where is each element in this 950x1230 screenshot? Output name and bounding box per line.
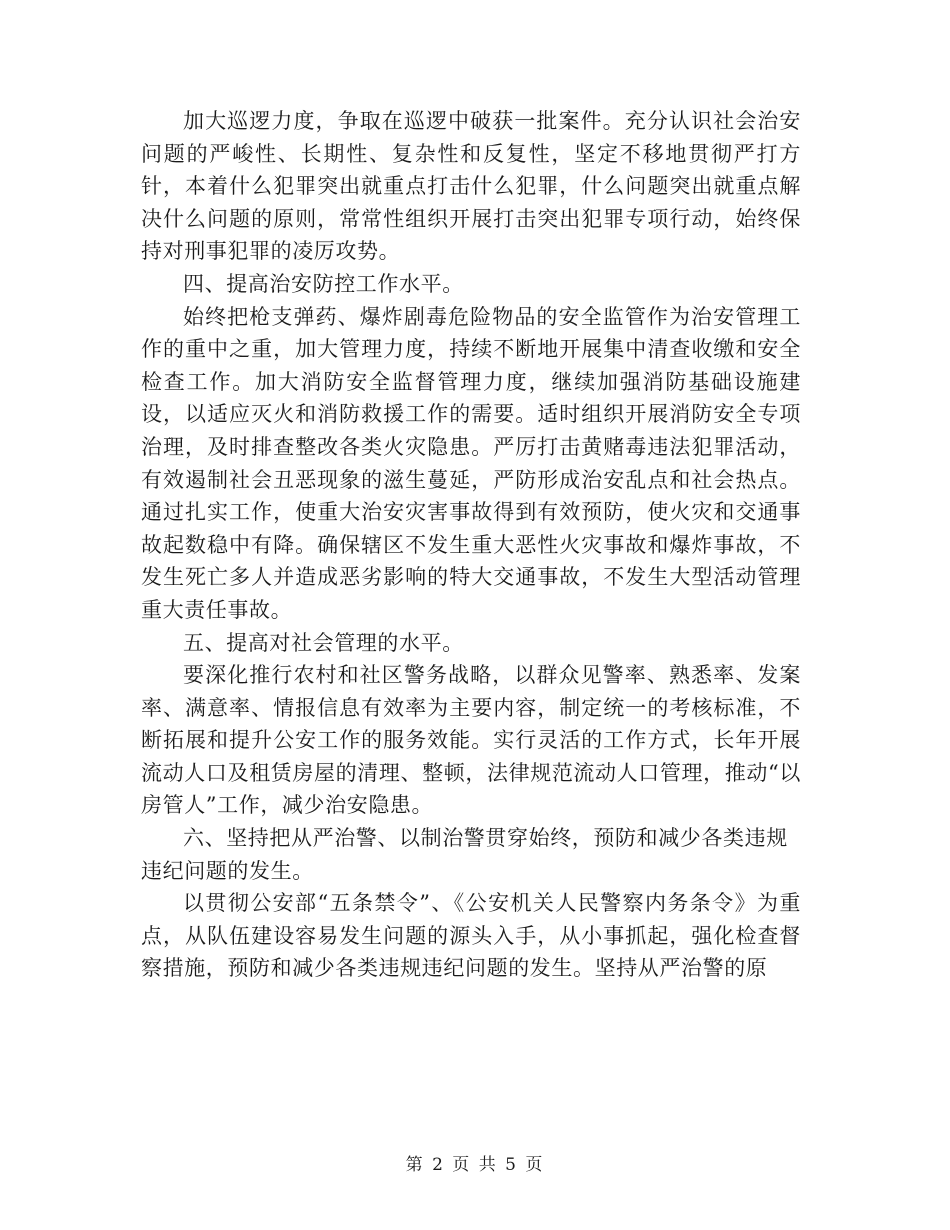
section-heading-4: 四、提高治安防控工作水平。 — [183, 271, 464, 296]
page-number-footer: 第 2 页 共 5 页 — [405, 1155, 545, 1175]
paragraph-security-control: 始终把枪支弹药、爆炸剧毒危险物品的安全监管作为治安管理工作的重中之重，加大管理力度，持续不断地开展集中清查收缴和安全检查工作。加大消防安全监督管理力度，继续加强消防基础设施建设，以适应灭火和消防救援工作的需要。适时组织开展消防安全专项治理，及时排查整改各类火灾隐患。严厉打击黄赌毒违法犯罪活动，有效遏制社会丑恶现象的滋生蔓延，严防形成治安乱点和社会热点。通过扎实工作，使重大治安灾害事故得到有效预防，使火灾和交通事故起数稳中有降。确保辖区不发生重大恶性火灾事故和爆炸事故，不发生死亡多人并造成恶劣影响的特大交通事故，不发生大型活动管理重大责任事故。 — [141, 304, 801, 622]
section-heading-5: 五、提高对社会管理的水平。 — [183, 630, 464, 655]
section-heading-6: 六、坚持把从严治警、以制治警贯穿始终，预防和减少各类违规违纪问题的发生。 — [141, 826, 788, 883]
paragraph-discipline: 以贯彻公安部“五条禁令”、《公安机关人民警察内务条令》为重点，从队伍建设容易发生问题的源头入手，从小事抓起，强化检查督察措施，预防和减少各类违规违纪问题的发生。坚持从严治警的原 — [141, 891, 801, 981]
paragraph-patrol: 加大巡逻力度，争取在巡逻中破获一批案件。充分认识社会治安问题的严峻性、长期性、复杂性和反复性，坚定不移地贯彻严打方针，本着什么犯罪突出就重点打击什么犯罪，什么问题突出就重点解决什么问题的原则，常常性组织开展打击突出犯罪专项行动，始终保持对刑事犯罪的凌厉攻势。 — [141, 109, 801, 264]
document-body — [141, 105, 801, 985]
paragraph-social-management: 要深化推行农村和社区警务战略，以群众见警率、熟悉率、发案率、满意率、情报信息有效率为主要内容，制定统一的考核标准，不断拓展和提升公安工作的服务效能。实行灵活的工作方式，长年开展流动人口及租赁房屋的清理、整顿，法律规范流动人口管理，推动“以房管人”工作，减少治安隐患。 — [141, 663, 801, 818]
